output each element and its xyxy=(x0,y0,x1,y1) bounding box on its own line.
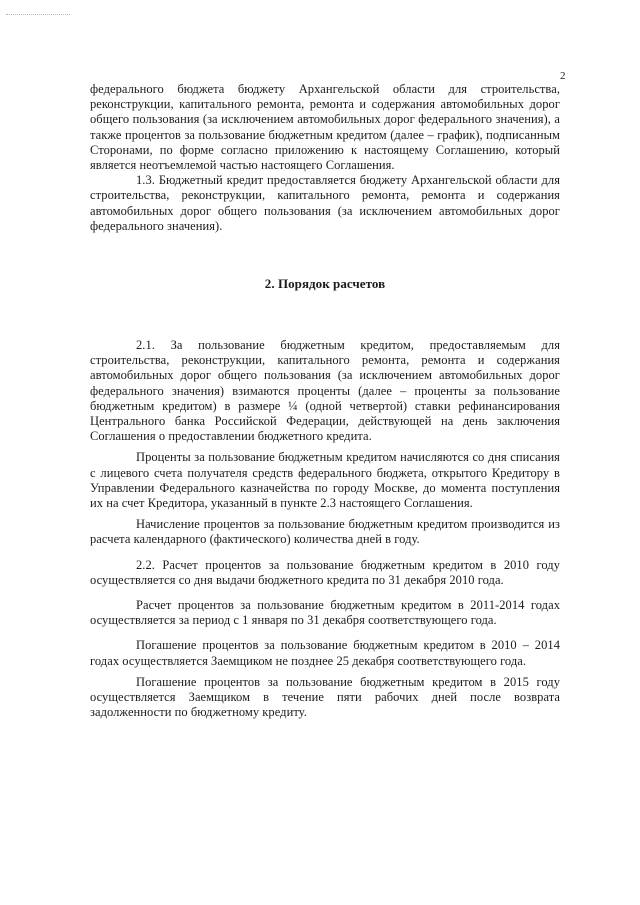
paragraph-calc-2011-2014: Расчет процентов за пользование бюджетным кредитом в 2011-2014 годах осуществляется за период с 1 января по 31 декабря соответствующего года. xyxy=(90,598,560,628)
page-number: 2 xyxy=(560,70,566,82)
paragraph-1-3: 1.3. Бюджетный кредит предоставляется бюджету Архангельской области для строительства, реконструкции, капитального ремонта, ремонта и содержания автомобильных дорог общего пользования (за исключением автомобильных дорог федерального значения). xyxy=(90,173,560,233)
paragraph-repayment-2010-2014: Погашение процентов за пользование бюджетным кредитом в 2010 – 2014 годах осуществляется Заемщиком не позднее 25 декабря соответствующего года. xyxy=(90,638,560,668)
section-heading: 2. Порядок расчетов xyxy=(264,276,386,292)
scan-corner-mark xyxy=(6,14,70,19)
paragraph-2-2: 2.2. Расчет процентов за пользование бюджетным кредитом в 2010 году осуществляется со дня выдачи бюджетного кредита по 31 декабря 2010 года. xyxy=(90,557,560,587)
paragraph-repayment-2015: Погашение процентов за пользование бюджетным кредитом в 2015 году осуществляется Заемщиком в течение пяти рабочих дней после возврата задолженности по бюджетному кредиту. xyxy=(90,674,560,720)
document-body xyxy=(90,82,560,721)
paragraph-2-1: 2.1. За пользование бюджетным кредитом, предоставляемым для строительства, реконструкции, капитального ремонта, ремонта и содержания автомобильных дорог общего пользования (за исключением автомобильных дорог федерального значения) взимаются проценты (далее – проценты за пользование бюджетным кредитом) в размере ¼ (одной четвертой) ставки рефинансирования Центрального банка Российской Федерации, действующей на день заключения Соглашения о предоставлении бюджетного кредита. xyxy=(90,338,560,444)
paragraph-continuation: федерального бюджета бюджету Архангельской области для строительства, реконструкции, капитального ремонта, ремонта и содержания автомобильных дорог общего пользования (за исключением автомобильных дорог федерального значения), а также процентов за пользование бюджетным кредитом (далее – график), подписанным Сторонами, по форме согласно приложению к настоящему Соглашению, который является неотъемлемой частью настоящего Соглашения. xyxy=(90,82,560,173)
paragraph-interest-accrual: Проценты за пользование бюджетным кредитом начисляются со дня списания с лицевого счета получателя средств федерального бюджета, открытого Кредитору в Управлении Федерального казначейства по городу Москве, до момента поступления их на счет Кредитора, указанный в пункте 2.3 настоящего Соглашения. xyxy=(90,450,560,511)
paragraph-day-count: Начисление процентов за пользование бюджетным кредитом производится из расчета календарного (фактического) количества дней в году. xyxy=(90,517,560,547)
